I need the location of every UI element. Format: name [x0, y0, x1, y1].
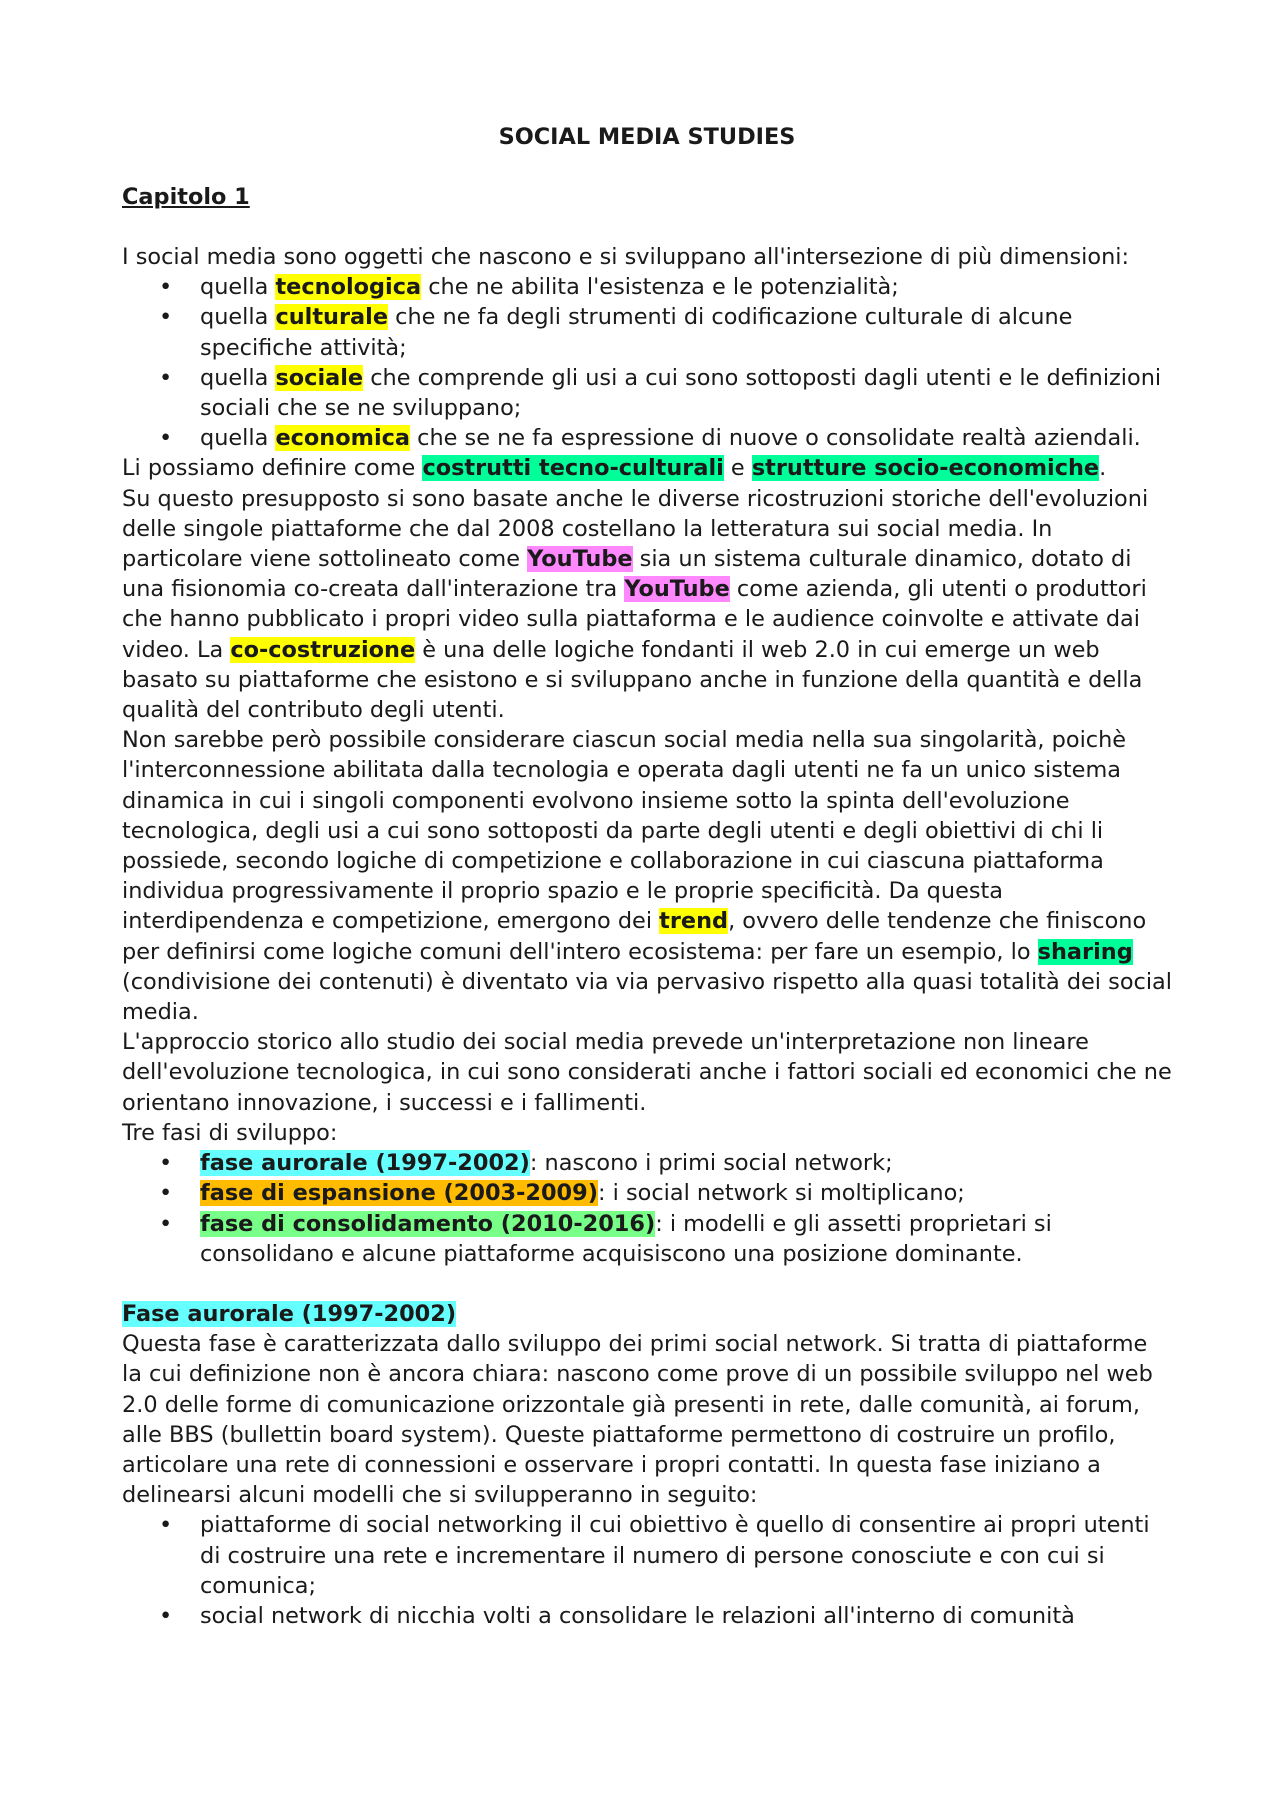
highlight-costrutti: costrutti tecno-culturali [422, 455, 724, 482]
definition-paragraph: Li possiamo definire come costrutti tecno-culturali e strutture socio-economiche. [122, 455, 1107, 482]
bullet-icon: • [159, 1602, 173, 1629]
history-paragraph: Su questo presupposto si sono basate anche le diverse ricostruzioni storiche dell'evoluzioni delle singole piattaforme che dal 2008 costellano la letteratura sui social media. In particolare viene sottolineato come YouTube sia un sistema culturale dinamico, dotato di una fisionomia co-creata dall'interazione tra YouTube come azienda, gli utenti o produttori che hanno pubblicato i propri video sulla piattaforma e le audience coinvolte e attivate dai video. La co-costruzione è una delle logiche fondanti il web 2.0 in cui emerge un web basato su piattaforme che esistono e si sviluppano anche in funzione della quantità e della qualità del contributo degli utenti. [122, 485, 1149, 724]
bullet-icon: • [159, 364, 173, 391]
list-item: • quella tecnologica che ne abilita l'esistenza e le potenzialità; [122, 272, 1172, 302]
list-item: • fase aurorale (1997-2002): nascono i primi social network; [122, 1148, 1172, 1178]
list-item: • fase di espansione (2003-2009): i social network si moltiplicano; [122, 1178, 1172, 1208]
section-heading-text: Fase aurorale (1997-2002) [122, 1300, 457, 1327]
document-title: SOCIAL MEDIA STUDIES [498, 124, 796, 150]
dimensions-list [122, 272, 1172, 453]
bullet-icon: • [159, 1512, 173, 1539]
approach-paragraph: L'approccio storico allo studio dei social media prevede un'interpretazione non lineare dell'evoluzione tecnologica, in cui sono considerati anche i fattori sociali ed economici che ne orientano innovazione, i successi e i fallimenti. [122, 1029, 1172, 1116]
document-body [122, 122, 1172, 1631]
section-heading [122, 1299, 1172, 1329]
highlight-strutture: strutture socio-economiche [751, 455, 1100, 482]
highlight-youtube: YouTube [624, 576, 730, 603]
highlight-economica: economica [275, 425, 411, 452]
spacer [122, 212, 1172, 242]
intro-paragraph: I social media sono oggetti che nascono e si sviluppano all'intersezione di più dimensioni: [122, 244, 1130, 270]
chapter-heading: Capitolo 1 [122, 184, 250, 210]
highlight-fase-aurorale: fase aurorale (1997-2002) [200, 1150, 530, 1177]
highlight-sharing: sharing [1037, 938, 1133, 965]
models-list [122, 1510, 1172, 1631]
bullet-icon: • [159, 425, 173, 452]
highlight-fase-consolidamento: fase di consolidamento (2010-2016) [200, 1210, 656, 1237]
highlight-co-costruzione: co-costruzione [230, 636, 416, 663]
highlight-trend: trend [659, 908, 729, 935]
list-item: • quella culturale che ne fa degli strumenti di codificazione culturale di alcune specifiche attività; [159, 304, 1073, 361]
list-item: • social network di nicchia volti a consolidare le relazioni all'interno di comunità [122, 1601, 1172, 1631]
section-paragraph: Questa fase è caratterizzata dallo sviluppo dei primi social network. Si tratta di piattaforme la cui definizione non è ancora chiara: nascono come prove di un possibile sviluppo nel web 2.0 delle forme di comunicazione orizzontale già presenti in rete, dalle comunità, ai forum, alle BBS (bullettin board system). Queste piattaforme permettono di costruire un profilo, articolare una rete di connessioni e osservare i propri contatti. In questa fase iniziano a delinearsi alcuni modelli che si svilupperanno in seguito: [122, 1331, 1153, 1509]
ecosystem-paragraph: Non sarebbe però possibile considerare ciascun social media nella sua singolarità, poichè l'interconnessione abilitata dalla tecnologia e operata dagli utenti ne fa un unico sistema dinamica in cui i singoli componenti evolvono insieme sotto la spinta dell'evoluzione tecnologica, degli usi a cui sono sottoposti da parte degli utenti e degli obiettivi di chi li possiede, secondo logiche di competizione e collaborazione in cui ciascuna piattaforma individua progressivamente il proprio spazio e le proprie specificità. Da questa interdipendenza e competizione, emergono dei trend, ovvero delle tendenze che finiscono per definirsi come logiche comuni dell'intero ecosistema: per fare un esempio, lo sharing (condivisione dei contenuti) è diventato via via pervasivo rispetto alla quasi totalità dei social media. [122, 727, 1172, 1026]
highlight-youtube: YouTube [527, 546, 633, 573]
highlight-culturale: culturale [275, 304, 389, 331]
spacer [122, 1269, 1172, 1299]
list-item: • piattaforme di social networking il cui obiettivo è quello di consentire ai propri utenti di costruire una rete e incrementare il numero di persone conosciute e con cui si comunica; [159, 1512, 1150, 1599]
highlight-sociale: sociale [275, 364, 364, 391]
list-item: • quella sociale che comprende gli usi a cui sono sottoposti dagli utenti e le definizioni sociali che se ne sviluppano; [159, 364, 1162, 422]
bullet-icon: • [159, 1150, 173, 1177]
list-item: • fase di consolidamento (2010-2016): i modelli e gli assetti proprietari si consolidano e alcune piattaforme acquisiscono una posizione dominante. [159, 1210, 1052, 1267]
bullet-icon: • [159, 274, 173, 301]
phases-intro: Tre fasi di sviluppo: [122, 1119, 338, 1146]
bullet-icon: • [159, 304, 173, 331]
phases-list [122, 1148, 1172, 1269]
highlight-fase-espansione: fase di espansione (2003-2009) [200, 1180, 598, 1207]
bullet-icon: • [159, 1210, 173, 1237]
highlight-tecnologica: tecnologica [275, 274, 422, 301]
bullet-icon: • [159, 1180, 173, 1207]
list-item: • quella economica che se ne fa espressione di nuove o consolidate realtà aziendali. [122, 423, 1172, 453]
